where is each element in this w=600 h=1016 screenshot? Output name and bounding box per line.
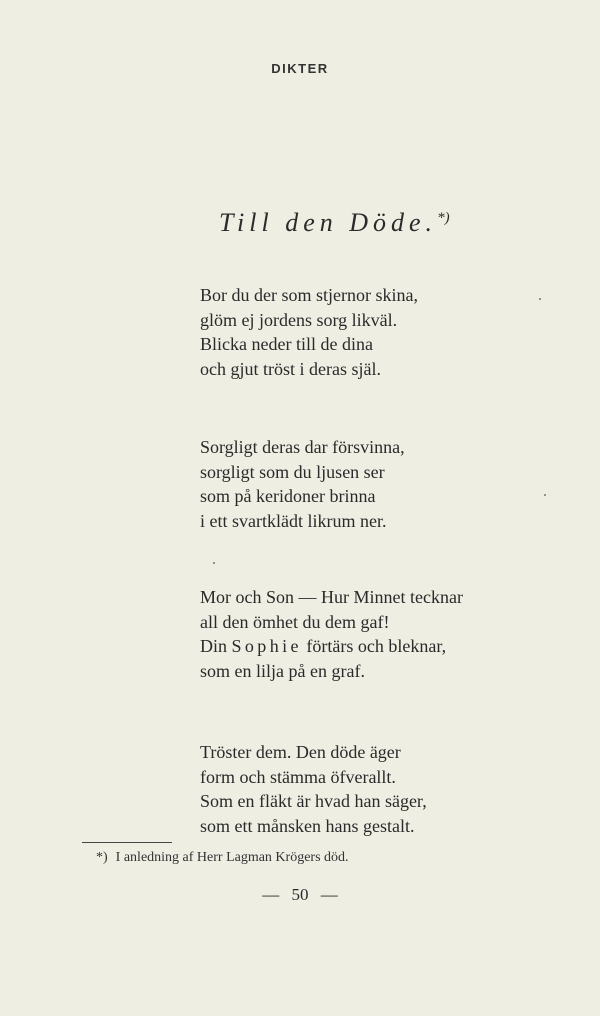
stanza-3	[200, 585, 463, 683]
poem-line: sorgligt som du ljusen ser	[200, 461, 385, 482]
poem-line: som en lilja på en graf.	[200, 660, 365, 681]
page-number: — 50 —	[262, 885, 338, 904]
poem-title	[219, 208, 450, 238]
poem-line: Som en fläkt är hvad han säger,	[200, 791, 427, 812]
footnote-reference: *)	[437, 210, 450, 226]
poem-line: i ett svartklädt likrum ner.	[200, 510, 387, 531]
footnote-text: I anledning af Herr Lagman Krögers död.	[115, 850, 349, 865]
footnote-divider	[82, 842, 172, 843]
paper-speck	[539, 298, 541, 300]
poem-line: all den ömhet du dem gaf!	[200, 611, 390, 632]
emphasized-name: Sophie	[231, 636, 302, 657]
poem-line: glöm ej jordens sorg likväl.	[200, 309, 398, 330]
stanza-1	[200, 283, 418, 381]
stanza-4	[200, 740, 427, 838]
poem-line: Mor och Son — Hur Minnet tecknar	[200, 587, 463, 607]
poem-line: Bor du der som stjernor skina,	[200, 285, 418, 305]
poem-title-text: Till den Döde.	[219, 208, 438, 237]
poem-line: som ett månsken hans gestalt.	[200, 815, 415, 836]
poem-line-start: Din	[200, 636, 232, 657]
paper-speck	[213, 562, 215, 564]
poem-line: form och stämma öfverallt.	[200, 766, 396, 787]
poem-line-end: förtärs och bleknar,	[301, 636, 447, 657]
poem-line: Sorgligt deras dar försvinna,	[200, 437, 405, 457]
poem-line: som på keridoner brinna	[200, 486, 376, 507]
poem-line: och gjut tröst i deras själ.	[200, 358, 381, 379]
running-header: DIKTER	[271, 61, 329, 76]
paper-speck	[544, 494, 546, 496]
poem-line	[200, 634, 463, 659]
poem-line: Blicka neder till de dina	[200, 334, 373, 355]
poem-line: Tröster dem. Den döde äger	[200, 742, 401, 762]
footnote-marker: *)	[96, 850, 108, 865]
stanza-2	[200, 435, 405, 533]
footnote	[96, 850, 349, 866]
